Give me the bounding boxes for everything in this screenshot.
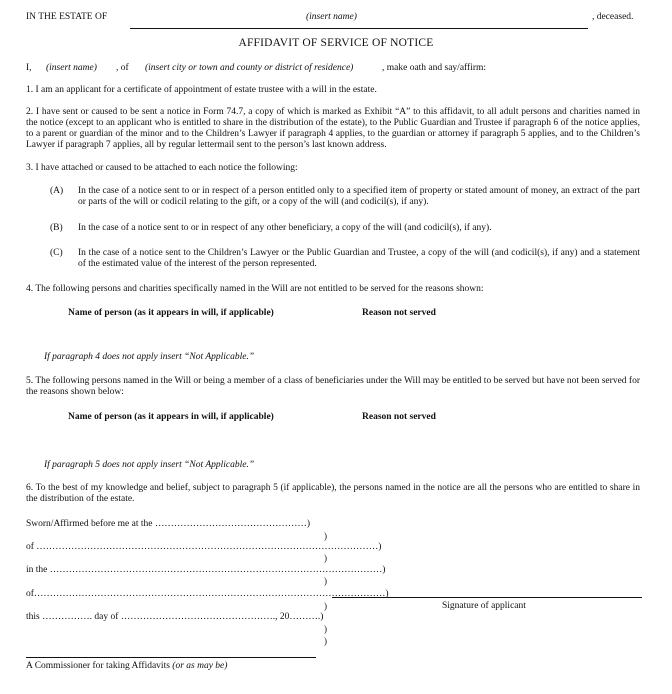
commissioner-label <box>26 661 227 672</box>
commissioner-note: (or as may be) <box>172 661 228 671</box>
jurat-paren: ) <box>324 576 327 586</box>
jurat-sworn-line[interactable]: Sworn/Affirmed before me at the …………………………………………) <box>26 519 310 529</box>
item-b-text: In the case of a notice sent to or in respect of any other beneficiary, a copy of the will (and codicil(s), if any). <box>78 223 492 233</box>
paragraph-2: 2. I have sent or caused to be sent a notice in Form 74.7, a copy of which is marked as Exhibit “A” to this affidavit, to all adult persons and charities named in the notice (except to an applicant who is entitled to share in the distribution of the estate), to the Public Guardian and Trustee if paragraph 6 of the notice applies, to a parent or guardian of the minor and to the Children’s Lawyer if paragraph 4 applies, to the guardian or attorney if paragraph 5 applies, and to the Children’s Lawyer if paragraph 7 applies, all by regular lettermail sent to the person’s last known address. <box>26 107 640 150</box>
para5-note: If paragraph 5 does not apply insert “Not Applicable.” <box>44 460 255 470</box>
jurat-date-line[interactable]: this ……………. day of …………………………………………., 20……….) <box>26 612 324 622</box>
jurat-paren: ) <box>324 531 327 541</box>
jurat-of2-line[interactable]: of…………………………………………………………………………………………………) <box>26 589 389 599</box>
jurat-of-line[interactable]: of ………………………………………………………………………………………………) <box>26 542 382 552</box>
jurat-in-the-line[interactable]: in the ……………………………………………………………………………………………) <box>26 565 386 575</box>
estate-prefix: IN THE ESTATE OF <box>26 12 108 22</box>
jurat-paren: ) <box>324 553 327 563</box>
applicant-signature-line[interactable] <box>332 597 642 598</box>
item-a-label: (A) <box>50 186 64 196</box>
paragraph-3: 3. I have attached or caused to be attached to each notice the following: <box>26 163 298 173</box>
oath-make-oath: , make oath and say/affirm: <box>382 63 487 73</box>
para4-name-header: Name of person (as it appears in will, if applicable) <box>68 308 274 318</box>
item-c-text: In the case of a notice sent to the Children’s Lawyer or the Public Guardian and Trustee, a copy of the will (and codicil(s), if any) and a statement of the estimated value of the interest of the person represented. <box>78 248 640 269</box>
deceased-label: , deceased. <box>592 12 634 22</box>
paragraph-5: 5. The following persons named in the Will or being a member of a class of beneficiaries under the Will may be entitled to be served but have not been served for the reasons shown below: <box>26 376 640 397</box>
jurat-paren: ) <box>324 624 327 634</box>
estate-name-rule <box>130 28 588 29</box>
paragraph-6: 6. To the best of my knowledge and belief, subject to paragraph 5 (if applicable), the persons named in the notice are all the persons who are entitled to share in the distribution of the estate. <box>26 483 640 504</box>
estate-name-field[interactable]: (insert name) <box>306 12 357 22</box>
applicant-signature-label: Signature of applicant <box>442 601 526 611</box>
paragraph-1: 1. I am an applicant for a certificate of appointment of estate trustee with a will in the estate. <box>26 85 377 95</box>
item-b-label: (B) <box>50 223 63 233</box>
oath-of: , of <box>116 63 129 73</box>
oath-i: I, <box>26 63 32 73</box>
jurat-paren: ) <box>324 601 327 611</box>
paragraph-4: 4. The following persons and charities specifically named in the Will are not entitled to be served for the reasons shown: <box>26 284 484 294</box>
item-a-text: In the case of a notice sent to or in respect of a person entitled only to a specified item of property or stated amount of money, an extract of the part or parts of the will or codicil relating to the gift, or a copy of the will (and codicil(s), if any). <box>78 186 640 207</box>
page-title: AFFIDAVIT OF SERVICE OF NOTICE <box>238 37 434 49</box>
deponent-name-field[interactable]: (insert name) <box>46 63 97 73</box>
para4-reason-header: Reason not served <box>362 308 436 318</box>
jurat-paren: ) <box>324 636 327 646</box>
item-c-label: (C) <box>50 248 63 258</box>
para5-reason-header: Reason not served <box>362 412 436 422</box>
para5-name-header: Name of person (as it appears in will, if applicable) <box>68 412 274 422</box>
commissioner-text: A Commissioner for taking Affidavits <box>26 661 170 671</box>
residence-field[interactable]: (insert city or town and county or district of residence) <box>145 63 354 73</box>
commissioner-signature-line[interactable] <box>26 657 316 658</box>
para4-note: If paragraph 4 does not apply insert “Not Applicable.” <box>44 352 255 362</box>
